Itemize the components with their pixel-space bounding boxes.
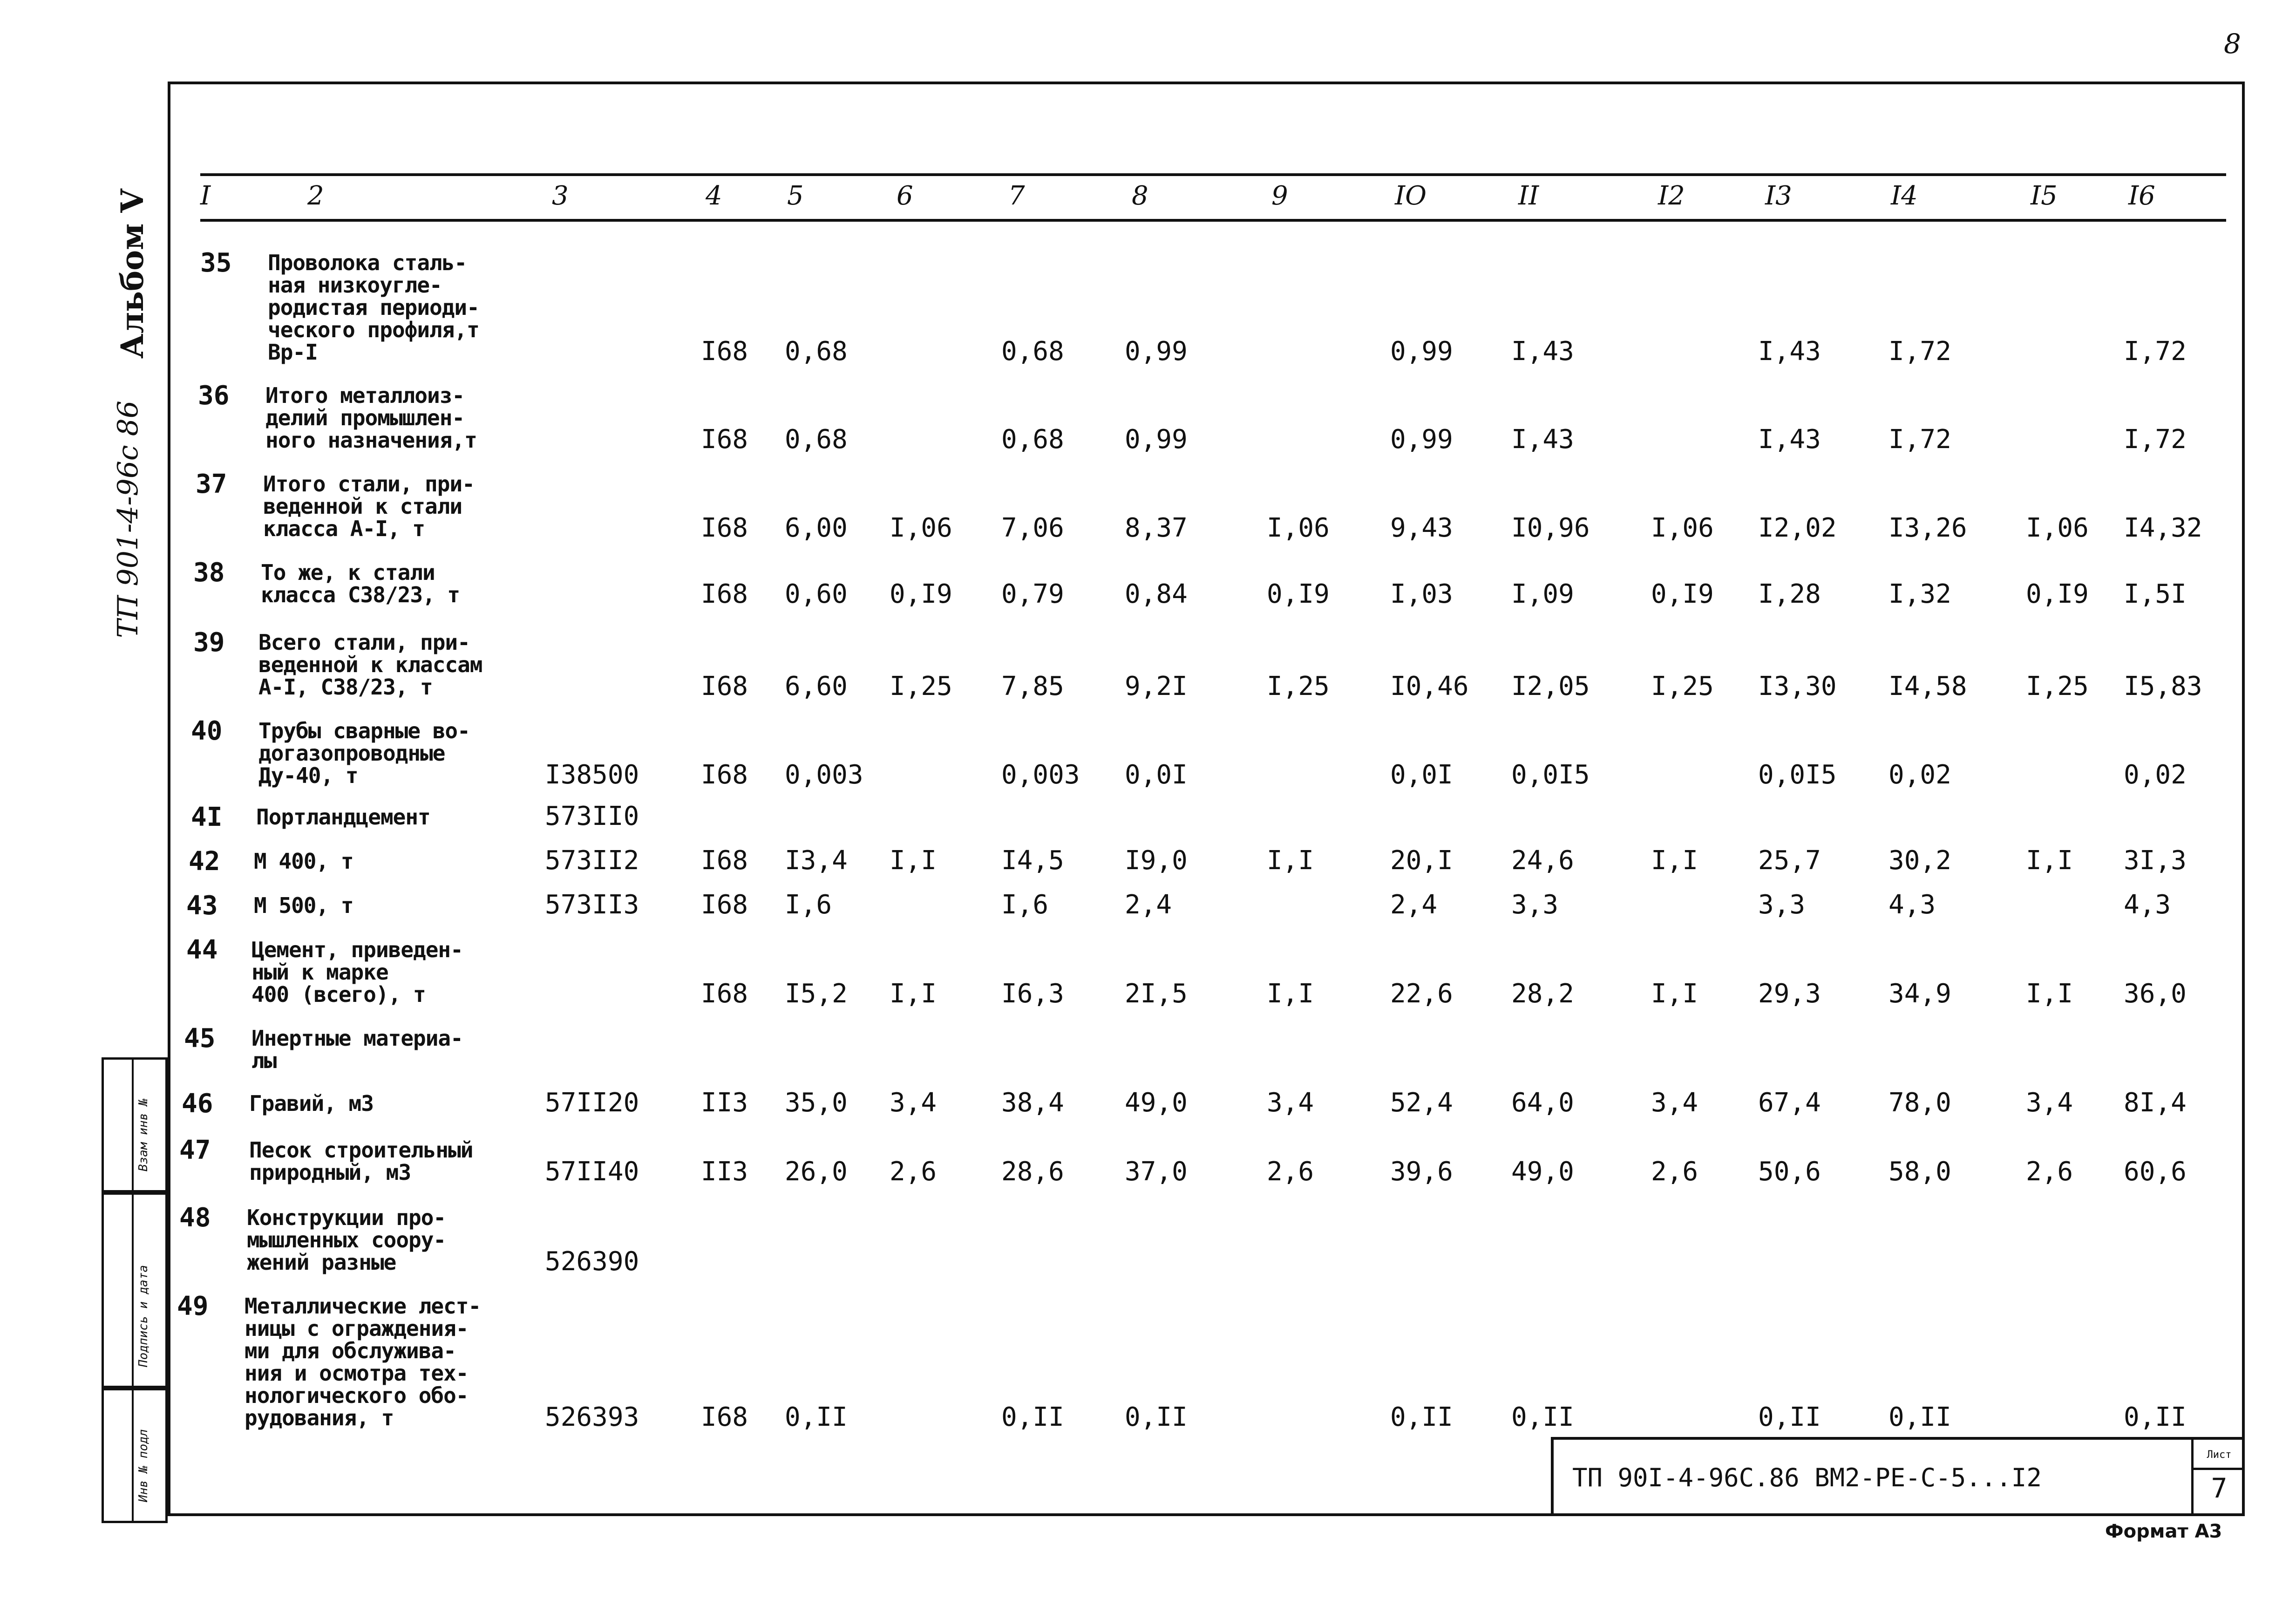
row-value: 0,II (1125, 1402, 1188, 1432)
row-value: 0,60 (785, 579, 848, 609)
row-value: 49,0 (1125, 1088, 1188, 1118)
row-value: 9,2I (1125, 671, 1188, 701)
row-value: I0,46 (1390, 671, 1469, 701)
row-value: I68 (701, 424, 748, 455)
column-header: 6 (897, 181, 913, 211)
row-value: I68 (701, 513, 748, 543)
row-value: 0,II (1511, 1402, 1574, 1432)
row-value: 0,I9 (1267, 579, 1330, 609)
row-name-line: жений разные (247, 1250, 396, 1275)
row-value: 52,4 (1390, 1088, 1453, 1118)
stamp-replace-inv (102, 1057, 168, 1192)
stamp-signature-date (102, 1192, 168, 1388)
row-value: 3I,3 (2124, 845, 2187, 876)
stamp-divider (132, 1060, 134, 1190)
row-value: I,25 (2026, 671, 2089, 701)
row-value: 78,0 (1888, 1088, 1951, 1118)
row-value: I,72 (2124, 424, 2187, 455)
row-name-line: То же, к стали (261, 560, 435, 585)
row-value: 2I,5 (1125, 979, 1188, 1009)
row-value: I,72 (2124, 336, 2187, 367)
row-value: 7,85 (1001, 671, 1064, 701)
row-value: I3,4 (785, 845, 848, 876)
table-top-rule (200, 173, 2226, 176)
column-header: I (200, 181, 211, 211)
row-name-line: Песок строительный (249, 1137, 473, 1163)
row-name-line: Конструкции про- (247, 1205, 446, 1230)
row-value: 0,99 (1390, 424, 1453, 455)
row-value: 0,II (1758, 1402, 1821, 1432)
row-value: I3,30 (1758, 671, 1837, 701)
title-block-sheet-box (2191, 1440, 2245, 1516)
title-block-sheet-number: 7 (2211, 1472, 2228, 1504)
column-header: 5 (787, 181, 804, 211)
row-value: 6,60 (785, 671, 848, 701)
row-value: I,06 (2026, 513, 2089, 543)
row-name-line: веденной к классам (258, 652, 482, 677)
row-value: 22,6 (1390, 979, 1453, 1009)
row-value: 3,3 (1511, 890, 1559, 920)
row-name-line: Вр-I (268, 340, 318, 365)
column-header: I6 (2128, 181, 2155, 211)
row-name-line: А-I, С38/23, т (258, 674, 433, 700)
row-value: I5,83 (2124, 671, 2202, 701)
stamp-signature-date-label: Подпись и дата (136, 1265, 150, 1367)
row-value: 0,02 (2124, 760, 2187, 790)
row-value: I2,02 (1758, 513, 1837, 543)
title-block-sheet-label: Лист (2194, 1443, 2245, 1470)
row-value: I,I (2026, 979, 2073, 1009)
row-value: I,06 (1651, 513, 1714, 543)
column-header: 7 (1008, 181, 1025, 211)
row-value: I,I (890, 845, 937, 876)
row-value: 2,6 (2026, 1157, 2073, 1187)
row-value: 3,3 (1758, 890, 1806, 920)
row-value: 2,4 (1390, 890, 1438, 920)
row-value: 0,0I5 (1511, 760, 1590, 790)
row-name-line: ная низкоугле- (268, 272, 442, 298)
row-number: 39 (193, 627, 225, 658)
row-number: 47 (179, 1135, 211, 1165)
row-value: I,72 (1888, 424, 1951, 455)
row-name-line: ный к марке (251, 960, 388, 985)
row-name-line: догазопроводные (258, 741, 445, 766)
row-value: 0,I9 (890, 579, 952, 609)
row-value: 0,II (1001, 1402, 1064, 1432)
row-value: I,43 (1511, 424, 1574, 455)
row-value: I,06 (890, 513, 952, 543)
row-value: 0,003 (1001, 760, 1080, 790)
row-number: 36 (198, 381, 230, 411)
row-number: 46 (182, 1089, 213, 1119)
column-header: 8 (1132, 181, 1148, 211)
row-value: 34,9 (1888, 979, 1951, 1009)
row-code: 526393 (545, 1402, 639, 1432)
column-header: I4 (1891, 181, 1918, 211)
column-header: I2 (1658, 181, 1685, 211)
row-name-line: нологического обо- (245, 1383, 469, 1408)
row-value: 35,0 (785, 1088, 848, 1118)
column-header: 4 (706, 181, 722, 211)
column-header: I5 (2031, 181, 2058, 211)
row-value: I,I (2026, 845, 2073, 876)
row-value: I,I (1267, 979, 1314, 1009)
row-name-line: М 500, т (254, 893, 353, 918)
row-code: 526390 (545, 1246, 639, 1277)
row-value: 20,I (1390, 845, 1453, 876)
row-value: II3 (701, 1157, 748, 1187)
row-value: 3,4 (2026, 1088, 2073, 1118)
row-value: 60,6 (2124, 1157, 2187, 1187)
row-value: I,03 (1390, 579, 1453, 609)
row-name-line: ми для обслужива- (245, 1338, 456, 1363)
row-value: 64,0 (1511, 1088, 1574, 1118)
row-name-line: Проволока сталь- (268, 250, 467, 275)
row-value: I,28 (1758, 579, 1821, 609)
row-value: I68 (701, 579, 748, 609)
row-value: 36,0 (2124, 979, 2187, 1009)
row-value: I,25 (890, 671, 952, 701)
row-value: II3 (701, 1088, 748, 1118)
column-header: I3 (1765, 181, 1792, 211)
row-value: I,43 (1758, 424, 1821, 455)
row-name-line: лы (251, 1048, 277, 1073)
row-value: 58,0 (1888, 1157, 1951, 1187)
row-number: 44 (186, 935, 218, 965)
row-value: I,09 (1511, 579, 1574, 609)
row-number: 48 (179, 1203, 211, 1233)
column-header: 3 (552, 181, 569, 211)
row-value: 6,00 (785, 513, 848, 543)
row-value: 26,0 (785, 1157, 848, 1187)
row-value: 4,3 (2124, 890, 2171, 920)
row-name-line: 400 (всего), т (251, 982, 426, 1007)
row-value: 4,3 (1888, 890, 1936, 920)
row-name-line: мышленных соору- (247, 1227, 446, 1252)
row-name-line: Итого стали, при- (263, 471, 475, 497)
row-name-line: М 400, т (254, 849, 353, 874)
row-code: I38500 (545, 760, 639, 790)
row-value: 0,003 (785, 760, 863, 790)
row-number: 37 (196, 469, 227, 499)
row-name-line: ния и осмотра тех- (245, 1361, 469, 1386)
row-value: 67,4 (1758, 1088, 1821, 1118)
row-code: 573II3 (545, 890, 639, 920)
row-value: I4,58 (1888, 671, 1967, 701)
row-name-line: делий промышлен- (265, 405, 465, 430)
row-name-line: Инертные материа- (251, 1026, 463, 1051)
row-name-line: ного назначения,т (265, 428, 477, 453)
row-value: I68 (701, 671, 748, 701)
row-value: I,6 (785, 890, 832, 920)
row-value: I9,0 (1125, 845, 1188, 876)
row-number: 43 (186, 891, 218, 921)
row-name-line: Металлические лест- (245, 1293, 481, 1319)
row-value: I,I (1267, 845, 1314, 876)
row-value: 24,6 (1511, 845, 1574, 876)
row-value: I,43 (1511, 336, 1574, 367)
title-block (1551, 1437, 2245, 1516)
row-name-line: Ду-40, т (258, 763, 358, 788)
stamp-divider (132, 1195, 134, 1386)
row-value: 2,6 (1267, 1157, 1314, 1187)
row-value: 0,0I5 (1758, 760, 1837, 790)
side-project-code: ТП 901-4-96с 86 (112, 400, 144, 638)
column-header: IO (1395, 181, 1427, 211)
row-number: 4I (191, 802, 223, 832)
row-number: 40 (191, 716, 223, 746)
row-value: 0,68 (1001, 336, 1064, 367)
row-value: 0,02 (1888, 760, 1951, 790)
row-value: I4,32 (2124, 513, 2202, 543)
row-value: 0,II (1390, 1402, 1453, 1432)
row-value: 25,7 (1758, 845, 1821, 876)
row-value: 0,68 (1001, 424, 1064, 455)
row-value: 39,6 (1390, 1157, 1453, 1187)
row-value: I68 (701, 760, 748, 790)
row-value: 0,84 (1125, 579, 1188, 609)
stamp-original-inv (102, 1388, 168, 1523)
row-value: 0,II (785, 1402, 848, 1432)
row-name-line: Цемент, приведен- (251, 937, 463, 962)
row-code: 57II40 (545, 1157, 639, 1187)
row-name-line: ницы с ограждения- (245, 1316, 469, 1341)
row-value: 0,0I (1390, 760, 1453, 790)
column-header: 9 (1271, 181, 1288, 211)
row-value: I3,26 (1888, 513, 1967, 543)
row-value: I,6 (1001, 890, 1049, 920)
row-value: I6,3 (1001, 979, 1064, 1009)
row-value: 50,6 (1758, 1157, 1821, 1187)
row-name-line: Гравий, м3 (249, 1091, 374, 1116)
row-name-line: родистая периоди- (268, 295, 479, 320)
row-name-line: веденной к стали (263, 494, 462, 519)
row-value: 28,6 (1001, 1157, 1064, 1187)
row-value: I5,2 (785, 979, 848, 1009)
row-code: 57II20 (545, 1088, 639, 1118)
row-value: I,32 (1888, 579, 1951, 609)
row-value: 2,6 (1651, 1157, 1698, 1187)
sheet-mark: 8 (2224, 28, 2241, 60)
row-value: I2,05 (1511, 671, 1590, 701)
row-value: I,5I (2124, 579, 2187, 609)
row-number: 45 (184, 1023, 216, 1054)
row-value: 37,0 (1125, 1157, 1188, 1187)
row-value: I,06 (1267, 513, 1330, 543)
row-value: I68 (701, 979, 748, 1009)
row-value: 0,I9 (1651, 579, 1714, 609)
row-number: 49 (177, 1291, 209, 1321)
row-value: 38,4 (1001, 1088, 1064, 1118)
row-value: 2,4 (1125, 890, 1172, 920)
table-header-rule (200, 219, 2226, 222)
stamp-divider (132, 1390, 134, 1521)
row-value: I,I (1651, 979, 1698, 1009)
row-value: I,25 (1651, 671, 1714, 701)
row-name-line: класса А-I, т (263, 516, 425, 541)
column-header: 2 (307, 181, 324, 211)
row-name-line: Итого металлоиз- (265, 383, 465, 408)
row-value: I68 (701, 845, 748, 876)
row-value: 0,I9 (2026, 579, 2089, 609)
row-value: 0,II (1888, 1402, 1951, 1432)
row-name-line: природный, м3 (249, 1160, 411, 1185)
row-value: I,72 (1888, 336, 1951, 367)
row-value: I4,5 (1001, 845, 1064, 876)
row-value: 0,II (2124, 1402, 2187, 1432)
row-value: 0,0I (1125, 760, 1188, 790)
row-value: I68 (701, 1402, 748, 1432)
title-block-code: ТП 90I-4-96С.86 ВМ2-РЕ-С-5...I2 (1572, 1463, 2042, 1492)
row-value: I0,96 (1511, 513, 1590, 543)
row-value: 0,99 (1125, 336, 1188, 367)
column-header: II (1518, 181, 1539, 211)
row-value: 2,6 (890, 1157, 937, 1187)
row-value: I,I (1651, 845, 1698, 876)
row-value: 8I,4 (2124, 1088, 2187, 1118)
row-name-line: рудования, т (245, 1405, 394, 1430)
row-value: I,I (890, 979, 937, 1009)
row-value: 0,68 (785, 424, 848, 455)
side-album-label: Альбом V (114, 189, 150, 359)
row-value: 30,2 (1888, 845, 1951, 876)
row-value: 3,4 (1267, 1088, 1314, 1118)
row-value: 28,2 (1511, 979, 1574, 1009)
row-name-line: ческого профиля,т (268, 317, 479, 342)
row-value: 7,06 (1001, 513, 1064, 543)
row-value: 0,79 (1001, 579, 1064, 609)
row-number: 38 (193, 558, 225, 588)
row-value: 8,37 (1125, 513, 1188, 543)
row-name-line: Портландцемент (256, 804, 430, 830)
row-number: 35 (200, 248, 232, 278)
row-value: 3,4 (890, 1088, 937, 1118)
row-value: 0,99 (1390, 336, 1453, 367)
row-number: 42 (189, 846, 220, 877)
row-value: I68 (701, 890, 748, 920)
row-value: I,43 (1758, 336, 1821, 367)
row-name-line: Всего стали, при- (258, 630, 470, 655)
row-value: 29,3 (1758, 979, 1821, 1009)
paper-format: Формат А3 (2105, 1521, 2222, 1542)
row-value: I68 (701, 336, 748, 367)
row-value: 3,4 (1651, 1088, 1698, 1118)
row-value: 0,68 (785, 336, 848, 367)
row-value: 0,99 (1125, 424, 1188, 455)
row-value: 49,0 (1511, 1157, 1574, 1187)
row-code: 573II0 (545, 801, 639, 831)
stamp-replace-inv-label: Взам инв № (136, 1098, 150, 1171)
row-name-line: класса С38/23, т (261, 582, 460, 607)
row-name-line: Трубы сварные во- (258, 718, 470, 743)
row-code: 573II2 (545, 845, 639, 876)
stamp-original-inv-label: Инв № подл (136, 1429, 150, 1502)
row-value: I,25 (1267, 671, 1330, 701)
row-value: 9,43 (1390, 513, 1453, 543)
